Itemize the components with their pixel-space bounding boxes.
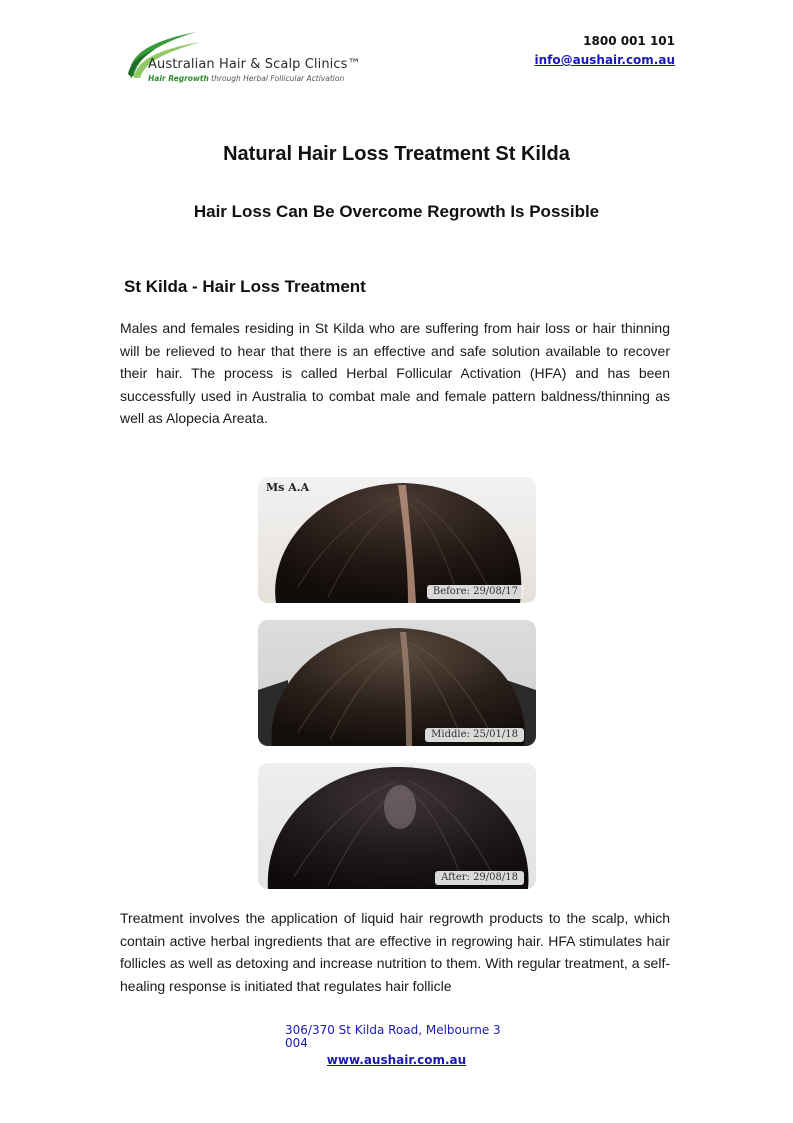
before-caption: Before: 29/08/17 (427, 585, 524, 599)
after-caption: After: 29/08/18 (435, 871, 524, 885)
middle-caption: Middle: 25/01/18 (425, 728, 524, 742)
before-photo (258, 477, 536, 603)
section-heading: St Kilda - Hair Loss Treatment (124, 277, 366, 296)
contact-block (535, 32, 675, 70)
page-title: Natural Hair Loss Treatment St Kilda (223, 143, 570, 165)
logo-tagline (148, 74, 344, 83)
footer-website-link[interactable]: www.aushair.com.au (326, 1053, 467, 1067)
footer-address: 306/370 St Kilda Road, Melbourne 3 004 (285, 1023, 501, 1050)
logo-tagline-bold: Hair Regrowth (148, 74, 209, 83)
after-photo (258, 763, 536, 889)
clinic-logo (124, 28, 364, 84)
email-link[interactable]: info@aushair.com.au (534, 53, 675, 67)
phone-number: 1800 001 101 (583, 34, 675, 48)
logo-name: Australian Hair & Scalp Clinics™ (148, 57, 361, 72)
middle-photo (258, 620, 536, 746)
treatment-paragraph: Treatment involves the application of liquid hair regrowth products to the scalp, which contain active herbal ingredients that are effective in regrowing hair. HFA stimulates hair follicles as well as detoxing and increase nutrition to them. With regular treatment, a self-healing response is initiated that regulates hair follicle (120, 910, 670, 994)
logo-tagline-rest: through Herbal Follicular Activation (208, 74, 345, 83)
intro-paragraph: Males and females residing in St Kilda who are suffering from hair loss or hair thinning will be relieved to hear that there is an effective and safe solution available to recover their hair. The process is called Herbal Follicular Activation (HFA) and has been successfully used in Australia to combat male and female pattern baldness/thinning as well as Alopecia Areata. (120, 320, 670, 426)
patient-name: Ms A.A (266, 481, 310, 494)
page-subtitle: Hair Loss Can Be Overcome Regrowth Is Possible (193, 202, 600, 221)
